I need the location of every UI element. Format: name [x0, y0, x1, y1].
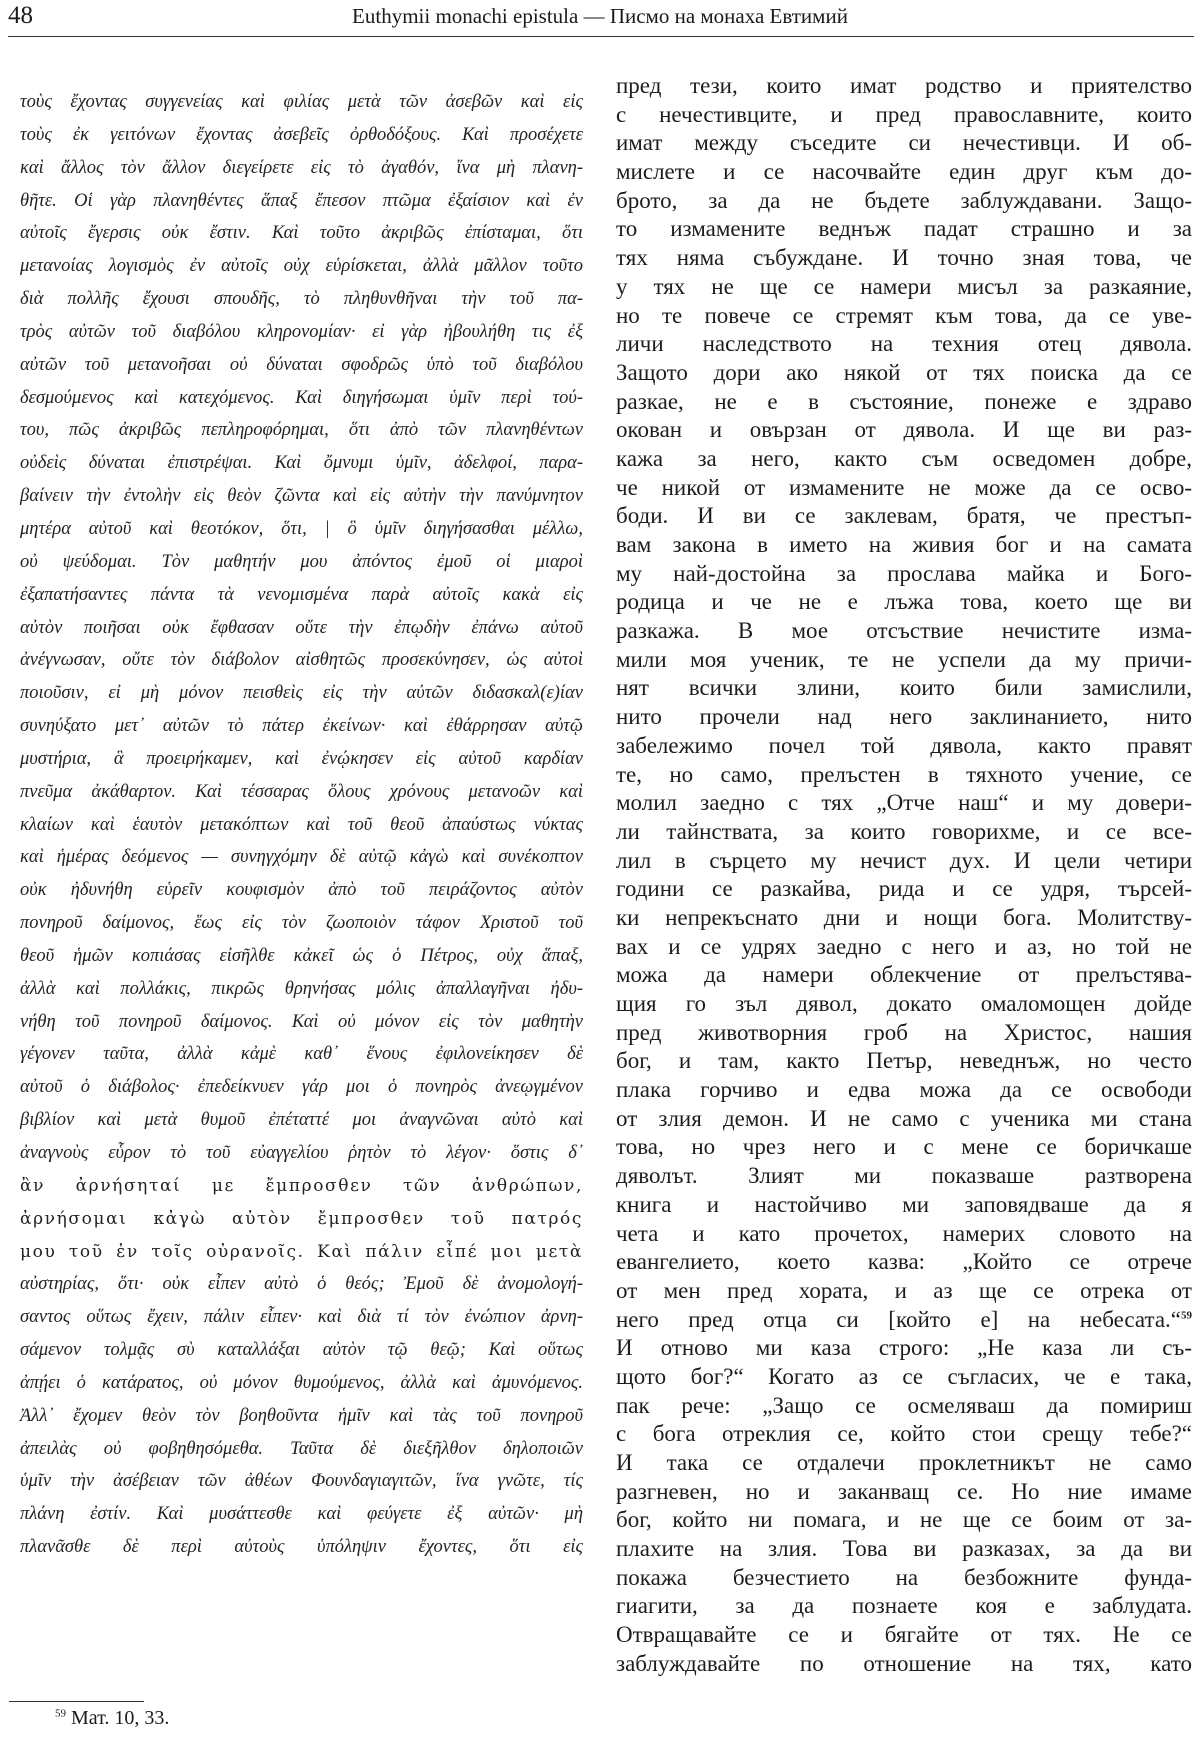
greek-text-line — [20, 973, 583, 1006]
greek-line-text: θῆτε. Οἱ γὰρ πλανηθέντες ἅπαξ ἔπεσον πτῶμα ἐξαίσιον καὶ ἐν — [20, 190, 583, 211]
greek-line-text: νήθη τοῦ πονηροῦ δαίμονος. Καὶ οὐ μόνον εἰς τὸν μαθητὴν — [20, 1011, 583, 1032]
greek-text-line — [20, 1268, 583, 1301]
greek-line-text: του, πῶς ἀκριβῶς πεπληροφόρημαι, ὅτι ἀπὸ τῶν πλανηθέντων — [20, 420, 583, 441]
greek-line-text: μετανοίας λογισμὸς ἐν αὐτοῖς οὐχ εὑρίσκεται, ἀλλὰ μᾶλλον τοῦτο — [20, 256, 583, 277]
bulgarian-text-line — [616, 1248, 1192, 1277]
bulgarian-text-line — [616, 72, 1192, 101]
bulgarian-line-text: разкажа. В мое отсъствие нечистите изма- — [616, 618, 1192, 644]
bulgarian-text-line — [616, 244, 1192, 273]
bulgarian-line-words: него пред отца си [който е] на небесата.“ — [616, 1306, 1181, 1332]
bulgarian-line-text: евангелието, което казва: „Който се отрече — [616, 1249, 1192, 1275]
greek-line-text: τρὸς αὐτῶν τοῦ διαβόλου κληρονομίαν· εἰ γὰρ ἠβουλήθη τις ἐξ — [20, 321, 583, 342]
bulgarian-text-line — [616, 1592, 1192, 1621]
bulgarian-line-text: пред животворния гроб на Христос, нашия — [616, 1019, 1192, 1045]
greek-line-text: ἀπειλὰς οὐ φοβηθησόμεθα. Ταῦτα δὲ διεξῆλθον δηλοποιῶν — [20, 1438, 583, 1459]
greek-line-text: πονηροῦ δαίμονος, ἕως εἰς τὸν ζωοποιὸν τάφον Χριστοῦ τοῦ — [20, 913, 583, 934]
greek-text-line — [20, 119, 583, 152]
bulgarian-text-line — [616, 1334, 1192, 1363]
greek-line-text: πνεῦμα ἀκάθαρτον. Καὶ τέσσαρας ὅλους χρόνους μετανοῶν καὶ — [20, 781, 583, 802]
greek-line-text: γέγονεν ταῦτα, ἀλλὰ κἀμὲ καθ᾽ ἕνους ἐφιλονείκησεν δὲ — [20, 1044, 583, 1065]
bulgarian-line-text: щото бог?“ Когато аз се съгласих, че е така, — [616, 1363, 1192, 1389]
bulgarian-line-text: че никой от измамените не може да се осво- — [616, 474, 1192, 500]
bulgarian-line-text: то измамените веднъж падат страшно и за — [616, 216, 1192, 242]
greek-line-text: δεσμούμενος καὶ κατεχόμενος. Καὶ διηγήσωμαι ὑμῖν περὶ τού- — [20, 387, 583, 408]
bulgarian-text-line — [616, 158, 1192, 187]
bulgarian-text-line — [616, 617, 1192, 646]
bulgarian-text-line — [616, 1076, 1192, 1105]
greek-text-line — [20, 907, 583, 940]
greek-line-text: πλανᾶσθε δὲ περὶ αὐτοὺς ὑπόληψιν ἔχοντες, ὅτι εἰς — [20, 1537, 583, 1558]
bulgarian-text-line — [616, 875, 1192, 904]
bulgarian-text-line — [616, 1420, 1192, 1449]
bulgarian-text-line — [616, 933, 1192, 962]
bulgarian-line-text: имат между съседите си нечестивци. И об- — [616, 130, 1192, 156]
bulgarian-line-text: чета и като прочетох, намерих словото на — [616, 1220, 1192, 1246]
bulgarian-line-text: бог, който ни помага, и не ще се боим от за- — [616, 1507, 1192, 1533]
bulgarian-line-text: лил в сърцето му нечист дух. И цели четири — [616, 847, 1192, 873]
bulgarian-line-text: кажа за него, както съм осведомен добре, — [616, 445, 1192, 471]
bulgarian-line-text: плахите на злия. Това ви разказах, за да ви — [616, 1536, 1192, 1562]
bulgarian-text-line — [616, 1133, 1192, 1162]
greek-text-line — [20, 710, 583, 743]
bulgarian-line-text: нито прочели над него заклинанието, нито — [616, 704, 1192, 730]
bulgarian-text-line — [616, 847, 1192, 876]
bulgarian-text-line — [616, 1191, 1192, 1220]
bulgarian-line-text: разгневен, но и заканващ се. Но ние имаме — [616, 1478, 1192, 1504]
bulgarian-text-line — [616, 445, 1192, 474]
greek-text-line — [20, 250, 583, 283]
bulgarian-text-line — [616, 474, 1192, 503]
greek-text-line — [20, 217, 583, 250]
greek-line-text: Ἀλλ᾽ ἔχομεν θεὸν τὸν βοηθοῦντα ἡμῖν καὶ τὰς τοῦ πονηροῦ — [20, 1405, 583, 1426]
greek-line-text: αὐτοῦ ὁ διάβολος· ἐπεδείκνυεν γάρ μοι ὁ πονηρὸς ἀνεῳγμένον — [20, 1077, 583, 1098]
greek-text-line — [20, 480, 583, 513]
bulgarian-text-line — [616, 1162, 1192, 1191]
bulgarian-text-line — [616, 1478, 1192, 1507]
bulgarian-text-line — [616, 703, 1192, 732]
bulgarian-text-line — [616, 732, 1192, 761]
bulgarian-line-text: с нечестивците, и пред православните, които — [616, 101, 1192, 127]
greek-line-text: οὐδεὶς δύναται ἐπιστρέψαι. Καὶ ὄμνυμι ὑμῖν, ἀδελφοί, παρα- — [20, 453, 583, 474]
greek-text-line — [20, 1400, 583, 1433]
greek-text-line — [20, 677, 583, 710]
greek-text-line — [20, 1334, 583, 1367]
greek-text-line — [20, 579, 583, 612]
greek-text-line — [20, 1170, 583, 1203]
bulgarian-text-line — [616, 531, 1192, 560]
greek-text-line — [20, 414, 583, 447]
bulgarian-text-line — [616, 818, 1192, 847]
bulgarian-line-text: И отново ми каза строго: „Не каза ли съ- — [616, 1335, 1192, 1361]
greek-line-text: ἀρνήσομαι κἀγὼ αὐτὸν ἔμπροσθεν τοῦ πατρός — [20, 1208, 583, 1229]
bulgarian-line-text: брото, за да не бъдете заблуждавани. Защо- — [616, 187, 1192, 213]
bulgarian-text-line — [616, 646, 1192, 675]
greek-line-text: βαίνειν τὴν ἐντολὴν εἰς θεὸν ζῶντα καὶ εἰς αὐτὴν τὴν πανύμνητον — [20, 486, 583, 507]
footnote-mark: 59 — [55, 1707, 66, 1720]
bulgarian-text-line — [616, 1535, 1192, 1564]
bulgarian-text-line — [616, 1306, 1192, 1335]
bulgarian-line-text: разкае, не е в състояние, понеже е здраво — [616, 388, 1192, 414]
bulgarian-text-line — [616, 1449, 1192, 1478]
greek-line-text: πλάνη ἐστίν. Καὶ μυσάττεσθε καὶ φεύγετε ἐξ αὐτῶν· μὴ — [20, 1504, 583, 1525]
bulgarian-text-line — [616, 388, 1192, 417]
bulgarian-line-text: личи наследството на техния отец дявола. — [616, 331, 1192, 357]
bulgarian-text-line — [616, 904, 1192, 933]
bulgarian-text-line — [616, 961, 1192, 990]
bulgarian-line-text: покажа безчестието на безбожните фунда- — [616, 1564, 1192, 1590]
greek-line-text: θεοῦ ἡμῶν κοπιάσας εἰσῆλθε κἀκεῖ ὡς ὁ Πέτρος, οὐχ ἅπαξ, — [20, 945, 583, 966]
greek-text-line — [20, 152, 583, 185]
greek-line-text: αὐτοῖς ἔγερσις οὐκ ἔστιν. Καὶ τοῦτο ἀκριβῶς ἐπίσταμαι, ὅτι — [20, 223, 583, 244]
bulgarian-text-line — [616, 1220, 1192, 1249]
greek-text-line — [20, 1236, 583, 1269]
bulgarian-line-text: нят всички злини, които били замислили, — [616, 675, 1192, 701]
bulgarian-line-text: това, но чрез него и с мене се боричкаше — [616, 1134, 1192, 1160]
greek-text-line — [20, 940, 583, 973]
bulgarian-line-text: Отвращавайте се и бягайте от тях. Не се — [616, 1622, 1192, 1648]
running-title: Euthymii monachi epistula — Писмо на монаха Евтимий — [352, 4, 848, 28]
greek-line-text: ἀλλὰ καὶ πολλάκις, πικρῶς θρηνήσας μόλις ἀπαλλαγῆναι ἠδυ- — [20, 978, 583, 999]
bulgarian-text-line — [616, 1564, 1192, 1593]
page-number: 48 — [8, 2, 33, 29]
greek-text-line — [20, 1137, 583, 1170]
bulgarian-text-line — [616, 359, 1192, 388]
greek-text-line — [20, 447, 583, 480]
bulgarian-text-line — [616, 302, 1192, 331]
greek-line-text: αὐτῶν τοῦ μετανοῆσαι οὐ δύναται σφοδρῶς ὑπὸ τοῦ διαβόλου — [20, 354, 583, 375]
greek-text-line — [20, 809, 583, 842]
bulgarian-line-text: от мен пред хората, и аз ще се отрека от — [616, 1277, 1192, 1303]
greek-text-line — [20, 185, 583, 218]
bulgarian-line-text: пак рече: „Защо се осмеляваш да помириш — [616, 1392, 1192, 1418]
footnote-rule — [9, 1701, 144, 1702]
bulgarian-line-text: боди. И ви се заклевам, братя, че престъп- — [616, 503, 1192, 529]
bulgarian-text-line — [616, 1047, 1192, 1076]
greek-line-text: μυστήρια, ἃ προειρήκαμεν, καὶ ἐνῴκησεν εἰς αὐτοῦ καρδίαν — [20, 748, 583, 769]
bulgarian-line-text: вах и се удрях заедно с него и аз, но той не — [616, 933, 1192, 959]
bulgarian-text-line — [616, 330, 1192, 359]
bulgarian-line-text: родица и че не е лъжа това, което ще ви — [616, 589, 1192, 615]
bulgarian-text-line — [616, 789, 1192, 818]
greek-text-line — [20, 1071, 583, 1104]
bulgarian-text-line — [616, 1392, 1192, 1421]
bulgarian-line-text: окован и овързан от дявола. И ще ви раз- — [616, 417, 1192, 443]
greek-text-line — [20, 86, 583, 119]
bulgarian-text-line — [616, 101, 1192, 130]
bulgarian-line-text: забележимо почел той дявола, както правят — [616, 732, 1192, 758]
greek-text-line — [20, 382, 583, 415]
bulgarian-line-text: у тях не ще се намери мисъл за разкаяние, — [616, 273, 1192, 299]
bulgarian-line-text: дяволът. Злият ми показваше разтворена — [616, 1163, 1192, 1189]
greek-line-text: τοὺς ἔχοντας συγγενείας καὶ φιλίας μετὰ τῶν ἀσεβῶν καὶ εἰς — [20, 92, 583, 112]
greek-text-line — [20, 612, 583, 645]
bulgarian-line-text: му най-достойна за прослава майка и Бого- — [616, 560, 1192, 586]
bulgarian-line-text: те, но само, прелъстен в тяхното учение, се — [616, 761, 1192, 787]
bulgarian-text-line — [616, 560, 1192, 589]
bulgarian-text-line — [616, 1506, 1192, 1535]
greek-text-line — [20, 874, 583, 907]
greek-line-text: ἀπῄει ὁ κατάρατος, οὐ μόνον θυμούμενος, ἀλλὰ καὶ ἀμυνόμενος. — [20, 1372, 583, 1393]
greek-line-text: ἐξαπατήσαντες πάντα τὰ νενομισμένα παρὰ αὐτοῖς κακὰ εἰς — [20, 584, 583, 605]
greek-text-line — [20, 1203, 583, 1236]
bulgarian-text-line — [616, 187, 1192, 216]
bulgarian-text-line — [616, 1019, 1192, 1048]
bulgarian-line-text: молил заедно с тях „Отче наш“ и му довери- — [616, 790, 1192, 816]
greek-text-line — [20, 283, 583, 316]
greek-text-line — [20, 1433, 583, 1466]
greek-text-line — [20, 1038, 583, 1071]
greek-line-text: σάμενον τολμᾷς σὺ καταλλάξαι αὐτὸν τῷ θεῷ; Καὶ οὕτως — [20, 1340, 583, 1361]
greek-line-text: ἀναγνοὺς εὗρον τὸ τοῦ εὐαγγελίου ῥητὸν τὸ λέγον· ὅστις δ᾽ — [20, 1143, 583, 1163]
bulgarian-line-text: тях няма събуждане. И точно зная това, че — [616, 245, 1192, 271]
greek-text-line — [20, 743, 583, 776]
bulgarian-line-text: щия го зъл дявол, докато омаломощен дойде — [616, 991, 1192, 1016]
greek-line-text: μητέρα αὐτοῦ καὶ θεοτόκον, ὅτι, | ὃ ὑμῖν διηγήσασθαι μέλλω, — [20, 518, 583, 539]
bulgarian-line-text: можа да намери облекчение от прелъстява- — [616, 962, 1192, 988]
bulgarian-line-text: гиагити, за да познаете коя е заблудата. — [616, 1593, 1192, 1619]
footnote — [55, 1707, 169, 1730]
bulgarian-line-text: И така се отдалечи проклетникът не само — [616, 1450, 1192, 1475]
greek-line-text: αὐτὸν ποιῆσαι οὐκ ἔφθασαν οὔτε τὴν ἐπῳδὴν ἐπάνω αὐτοῦ — [20, 617, 583, 638]
greek-text-line — [20, 1006, 583, 1039]
bulgarian-text-line — [616, 761, 1192, 790]
greek-text-line — [20, 1531, 583, 1564]
greek-line-text: τοὺς ἐκ γειτόνων ἔχοντας ἀσεβεῖς ὀρθοδόξους. Καὶ προσέχετε — [20, 124, 583, 145]
greek-text-line — [20, 1465, 583, 1498]
greek-line-text: συνηύξατο μετ᾽ αὐτῶν τὸ πάτερ ἐκείνων· καὶ ἐθάρρησαν αὐτῷ — [20, 716, 583, 737]
bulgarian-line-text: с бога отреклия се, който стои срещу тебе?“ — [616, 1421, 1192, 1447]
greek-text-line — [20, 1367, 583, 1400]
bulgarian-line-text: плака горчиво и едва можа да се освободи — [616, 1077, 1192, 1103]
greek-line-text: διὰ πολλῆς ἔχουσι σπουδῆς, τὸ πληθυνθῆναι τὴν τοῦ πα- — [20, 289, 583, 310]
bulgarian-line-text: от злия демон. И не само с ученика ми стана — [616, 1105, 1192, 1131]
footnote-reference[interactable]: 59 — [1181, 1308, 1192, 1321]
footnote-text: Мат. 10, 33. — [71, 1707, 170, 1729]
bulgarian-text-line — [616, 1621, 1192, 1650]
bulgarian-text-line — [616, 129, 1192, 158]
greek-text-line — [20, 513, 583, 546]
bulgarian-line-text: мислете и се насочвайте един друг към до- — [616, 159, 1192, 185]
greek-line-text: βιβλίον καὶ μετὰ θυμοῦ ἐπέταττέ μοι ἀναγνῶναι αὐτὸ καὶ — [20, 1110, 583, 1131]
greek-line-text: καὶ ἡμέρας δεόμενος — συνηγχόμην δὲ αὐτῷ κἀγὼ καὶ συνέκοπτον — [20, 847, 583, 868]
bulgarian-line-text: пред тези, които имат родство и приятелство — [616, 73, 1192, 98]
bulgarian-text-line — [616, 273, 1192, 302]
bulgarian-line-text: но те повече се стремят към това, да се уве- — [616, 302, 1192, 328]
greek-line-text: καὶ ἄλλος τὸν ἄλλον διεγείρετε εἰς τὸ ἀγαθόν, ἵνα μὴ πλανη- — [20, 157, 583, 178]
bulgarian-line-text: Защото дори ако някой от тях поиска да се — [616, 359, 1192, 385]
greek-line-text: ἂν ἀρνήσηταί με ἔμπροσθεν τῶν ἀνθρώπων, — [20, 1175, 583, 1196]
bulgarian-line-text: бог, и там, както Петър, неведнъж, но често — [616, 1048, 1192, 1074]
greek-text-line — [20, 316, 583, 349]
bulgarian-text-line — [616, 502, 1192, 531]
greek-line-text: κλαίων καὶ ἑαυτὸν μετακόπτων καὶ τοῦ θεοῦ ἀπαύστως νύκτας — [20, 814, 583, 835]
bulgarian-text-line — [616, 1363, 1192, 1392]
bulgarian-line-text: ки непрекъснато дни и нощи бога. Молитству- — [616, 904, 1192, 930]
bulgarian-text-line — [616, 215, 1192, 244]
bulgarian-line-text: книга и настойчиво ми заповядваше да я — [616, 1191, 1192, 1217]
greek-text-line — [20, 644, 583, 677]
bulgarian-text-line — [616, 588, 1192, 617]
header-rule — [8, 36, 1194, 37]
greek-text-line — [20, 349, 583, 382]
bulgarian-text-line — [616, 1277, 1192, 1306]
bulgarian-text-line — [616, 1650, 1192, 1679]
greek-line-text: αὐστηρίας, ὅτι· οὐκ εἶπεν αὐτὸ ὁ θεός; Ἐμοῦ δὲ ἀνομολογή- — [20, 1274, 583, 1295]
greek-line-text: σαντος οὕτως ἔχειν, πάλιν εἶπεν· καὶ διὰ τί τὸν ἐνώπιον ἀρνη- — [20, 1307, 583, 1328]
greek-line-text: ποιοῦσιν, εἰ μὴ μόνον πεισθεὶς εἰς τὴν αὐτῶν διδασκαλ(ε)ίαν — [20, 683, 583, 704]
greek-text-line — [20, 546, 583, 579]
greek-text-line — [20, 776, 583, 809]
bulgarian-line-text: мили моя ученик, те не успели да му причи- — [616, 646, 1192, 672]
bulgarian-text-line — [616, 416, 1192, 445]
bulgarian-line-text: вам закона в името на живия бог и на самата — [616, 532, 1192, 557]
greek-line-text: ὑμῖν τὴν ἀσέβειαν τῶν ἀθέων Φουνδαγιαγιτῶν, ἵνα γνῶτε, τίς — [20, 1471, 583, 1492]
greek-line-text: οὐκ ἠδυνήθη εὑρεῖν κουφισμὸν ἀπὸ τοῦ πειράζοντος αὐτὸν — [20, 880, 583, 901]
bulgarian-text-line — [616, 674, 1192, 703]
greek-text-line — [20, 1104, 583, 1137]
bulgarian-line-text: заблуждавайте по отношение на тях, като — [616, 1650, 1192, 1676]
greek-line-text: ἀνέγνωσαν, οὔτε τὸν διάβολον αἰσθητῶς προσεκύνησεν, ὡς αὐτοὶ — [20, 650, 583, 671]
bulgarian-text-line — [616, 990, 1192, 1019]
greek-text-column — [20, 86, 583, 1564]
greek-text-line — [20, 1498, 583, 1531]
bulgarian-line-text: ли тайнствата, за които говорихме, и се все- — [616, 818, 1192, 844]
greek-text-line — [20, 1301, 583, 1334]
bulgarian-translation-column — [616, 72, 1192, 1679]
bulgarian-line-text — [616, 1306, 1192, 1335]
bulgarian-line-text: години се разкайва, рида и се удря, търсей- — [616, 876, 1192, 902]
bulgarian-text-line — [616, 1105, 1192, 1134]
greek-line-text: μου τοῦ ἐν τοῖς οὐρανοῖς. Καὶ πάλιν εἶπέ μοι μετὰ — [20, 1241, 583, 1262]
greek-line-text: οὐ ψεύδομαι. Τὸν μαθητήν μου ἀπόντος ἐμοῦ οἱ μιαροὶ — [20, 551, 583, 572]
greek-text-line — [20, 841, 583, 874]
